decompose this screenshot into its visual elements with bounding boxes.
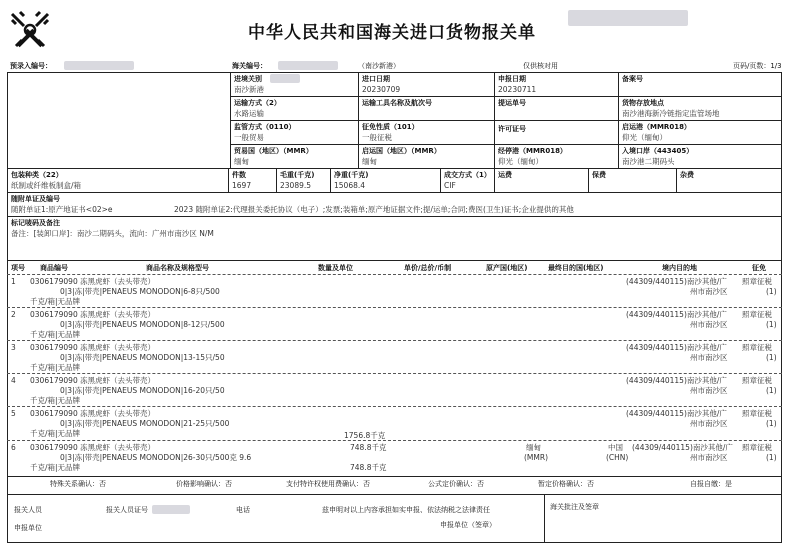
bill-no-label: 提运单号 <box>498 99 526 107</box>
customs-note: 海关批注及签章 <box>550 503 599 511</box>
goods-qty: 748.8千克 <box>350 443 387 452</box>
remarks-value: 备注：[装卸口岸]：南沙二期码头，流向：广州市南沙区 N/M <box>11 229 214 238</box>
goods-no: 1 <box>11 277 16 286</box>
gross-label: 毛重(千克) <box>280 171 315 179</box>
goods-qty: 1756.8千克 <box>344 431 386 440</box>
misc-label: 杂费 <box>680 171 694 179</box>
goods-code: 0306179090 <box>30 443 78 452</box>
storage-label: 货物存放地点 <box>622 99 664 107</box>
goods-name-3: 千克/箱|无品牌 <box>30 363 81 372</box>
filing-no-label: 备案号 <box>622 75 643 83</box>
col-name-header: 商品名称及规格型号 <box>146 264 209 272</box>
deal-value: CIF <box>444 181 456 190</box>
goods-name-2: 0|3|冻|带壳|PENAEUS MONODON|21-25只/500 <box>60 419 230 428</box>
deal-label: 成交方式（1） <box>444 171 491 179</box>
net-value: 15068.4 <box>334 181 366 190</box>
goods-exempt-2: (1) <box>766 353 777 362</box>
net-label: 净重(千克) <box>334 171 369 179</box>
statement: 兹申明对以上内容承担如实申报、依法纳税之法律责任 <box>322 506 490 514</box>
transit-port-value: 仰光（缅甸） <box>498 157 543 166</box>
customs-no-label: 海关编号： <box>232 62 267 70</box>
goods-dest-1: (44309/440115)南沙其他/广 <box>626 277 727 286</box>
goods-dest-1: (44309/440115)南沙其他/广 <box>626 310 727 319</box>
supervision-label: 监管方式（0110） <box>234 123 296 131</box>
goods-dest-2: 州市南沙区 <box>690 419 728 428</box>
goods-exempt-1: 照章征税 <box>742 343 772 352</box>
redacted-customs-no <box>278 61 338 70</box>
license-label: 许可证号 <box>498 125 526 133</box>
customs-emblem-icon <box>6 6 54 54</box>
col-price-header: 单价/总价/币制 <box>404 264 452 272</box>
entry-office-value: 南沙新港 <box>234 85 264 94</box>
tax-label: 征免性质（101） <box>362 123 419 131</box>
prerecord-label: 预录入编号： <box>10 62 52 70</box>
package-label: 包装种类（22） <box>11 171 63 179</box>
redacted-office-code <box>270 74 300 83</box>
goods-dest-1: (44309/440115)南沙其他/广 <box>626 409 727 418</box>
unit-seal: 申报单位（签章） <box>440 521 496 529</box>
goods-name-3: 千克/箱|无品牌 <box>30 463 81 472</box>
col-origin-header: 原产国(地区) <box>486 264 528 272</box>
goods-code: 0306179090 <box>30 277 78 286</box>
goods-no: 4 <box>11 376 16 385</box>
pieces-label: 件数 <box>232 171 246 179</box>
goods-name-2: 0|3|冻|带壳|PENAEUS MONODON|16-20只/50 <box>60 386 225 395</box>
goods-no: 3 <box>11 343 16 352</box>
entry-port-value: 南沙港二期码头 <box>622 157 675 166</box>
goods-name-1: 冻黑虎虾（去头带壳） <box>80 409 155 418</box>
goods-name-3: 千克/箱|无品牌 <box>30 396 81 405</box>
goods-code: 0306179090 <box>30 310 78 319</box>
col-domestic-header: 境内目的地 <box>662 264 697 272</box>
price-effect-confirm: 价格影响确认：否 <box>176 480 232 488</box>
declarant-cert-label: 报关人员证号 <box>106 506 148 514</box>
goods-name-3: 千克/箱|无品牌 <box>30 330 81 339</box>
goods-exempt-2: (1) <box>766 453 777 462</box>
goods-exempt-2: (1) <box>766 320 777 329</box>
goods-dest-2: 州市南沙区 <box>690 287 728 296</box>
departure-port-label: 启运港（MMR018） <box>622 123 691 131</box>
transport-mode-value: 水路运输 <box>234 109 264 118</box>
goods-exempt-2: (1) <box>766 419 777 428</box>
declare-date-value: 20230711 <box>498 85 537 94</box>
transit-port-label: 经停港（MMR018） <box>498 147 567 155</box>
goods-dest-2: 州市南沙区 <box>690 320 728 329</box>
pieces-value: 1697 <box>232 181 252 190</box>
col-no-header: 项号 <box>11 264 25 272</box>
special-relation-confirm: 特殊关系确认：否 <box>50 480 106 488</box>
goods-no: 2 <box>11 310 16 319</box>
provisional-confirm: 暂定价格确认：否 <box>538 480 594 488</box>
import-date-value: 20230709 <box>362 85 401 94</box>
goods-origin: 缅甸 <box>526 443 541 452</box>
transport-mode-label: 运输方式（2） <box>234 99 281 107</box>
declare-date-label: 申报日期 <box>498 75 526 83</box>
col-exempt-header: 征免 <box>752 264 766 272</box>
goods-exempt-1: 照章征税 <box>742 277 772 286</box>
redacted-title-no <box>568 10 688 26</box>
goods-name-1: 冻黑虎虾（去头带壳） <box>80 443 155 452</box>
goods-exempt-2: (1) <box>766 386 777 395</box>
goods-dest-1: (44309/440115)南沙其他/广 <box>626 343 727 352</box>
redacted-prerecord <box>64 61 134 70</box>
storage-value: 南沙港海新冷链指定监管场地 <box>622 109 720 118</box>
goods-name-1: 冻黑虎虾（去头带壳） <box>80 277 155 286</box>
col-code-header: 商品编号 <box>40 264 68 272</box>
royalty-confirm: 支付特许权使用费确认：否 <box>286 480 370 488</box>
gross-value: 23089.5 <box>280 181 312 190</box>
goods-name-1: 冻黑虎虾（去头带壳） <box>80 343 155 352</box>
document-title: 中华人民共和国海关进口货物报关单 <box>248 23 536 43</box>
freight-label: 运费 <box>498 171 512 179</box>
supervision-value: 一般贸易 <box>234 133 264 142</box>
docs-value-2: 2023 随附单证2:代理报关委托协议（电子）;发票;装箱单;原产地证据文件;提/运单;合同;费医(卫生)证书;企业提供的其他 <box>174 205 574 214</box>
origin-country-label: 启运国（地区）（MMR） <box>362 147 441 155</box>
goods-qty-2: 748.8千克 <box>350 463 387 472</box>
goods-name-3: 千克/箱|无品牌 <box>30 429 81 438</box>
goods-final-2: (CHN) <box>606 453 629 462</box>
goods-name-1: 冻黑虎虾（去头带壳） <box>80 310 155 319</box>
goods-code: 0306179090 <box>30 376 78 385</box>
package-value: 纸制或纤维板制盒/箱 <box>11 181 82 190</box>
goods-exempt-2: (1) <box>766 287 777 296</box>
tax-value: 一般征税 <box>362 133 392 142</box>
entry-port-label: 入境口岸（443405） <box>622 147 694 155</box>
col-qty-header: 数量及单位 <box>318 264 353 272</box>
unit-label: 申报单位 <box>14 524 42 532</box>
goods-origin-2: (MMR) <box>524 453 549 462</box>
goods-dest-2: 州市南沙区 <box>690 386 728 395</box>
self-pay-confirm: 自报自缴：是 <box>690 480 732 488</box>
goods-dest-1: (44309/440115)南沙其他/广 <box>626 376 727 385</box>
page-info: 页码/页数：1/3 <box>733 62 782 70</box>
port-name: （南沙新港） <box>358 62 400 70</box>
transport-tool-label: 运输工具名称及航次号 <box>362 99 432 107</box>
goods-name-2: 0|3|冻|带壳|PENAEUS MONODON|26-30只/500克 9.6 <box>60 453 252 462</box>
formula-confirm: 公式定价确认：否 <box>428 480 484 488</box>
goods-dest-1: (44309/440115)南沙其他/广 <box>632 443 733 452</box>
phone-label: 电话 <box>236 506 250 514</box>
docs-value-1: 随附单证1:原产地证书<02>e <box>11 205 113 214</box>
goods-exempt-1: 照章征税 <box>742 443 772 452</box>
goods-name-2: 0|3|冻|带壳|PENAEUS MONODON|13-15只/50 <box>60 353 225 362</box>
declarant-label: 报关人员 <box>14 506 42 514</box>
origin-country-value: 缅甸 <box>362 157 377 166</box>
docs-label: 随附单证及编号 <box>11 195 60 203</box>
goods-name-1: 冻黑虎虾（去头带壳） <box>80 376 155 385</box>
goods-code: 0306179090 <box>30 343 78 352</box>
import-date-label: 进口日期 <box>362 75 390 83</box>
entry-office-label: 进境关别 <box>234 75 262 83</box>
goods-code: 0306179090 <box>30 409 78 418</box>
trade-country-value: 缅甸 <box>234 157 249 166</box>
goods-no: 6 <box>11 443 16 452</box>
goods-dest-2: 州市南沙区 <box>690 353 728 362</box>
goods-exempt-1: 照章征税 <box>742 310 772 319</box>
departure-port-value: 仰光（缅甸） <box>622 133 667 142</box>
goods-name-3: 千克/箱|无品牌 <box>30 297 81 306</box>
goods-name-2: 0|3|冻|带壳|PENAEUS MONODON|6-8只/500 <box>60 287 220 296</box>
goods-dest-2: 州市南沙区 <box>690 453 728 462</box>
trade-country-label: 贸易国（地区）（MMR） <box>234 147 313 155</box>
goods-no: 5 <box>11 409 16 418</box>
col-final-header: 最终目的国(地区) <box>548 264 604 272</box>
goods-exempt-1: 照章征税 <box>742 409 772 418</box>
goods-final: 中国 <box>608 443 623 452</box>
redacted-cert-no <box>152 505 190 514</box>
remarks-label: 标记唛码及备注 <box>11 219 60 227</box>
verify-note: 仅供核对用 <box>523 62 558 70</box>
goods-name-2: 0|3|冻|带壳|PENAEUS MONODON|8-12只/500 <box>60 320 225 329</box>
goods-exempt-1: 照章征税 <box>742 376 772 385</box>
insurance-label: 保费 <box>592 171 606 179</box>
